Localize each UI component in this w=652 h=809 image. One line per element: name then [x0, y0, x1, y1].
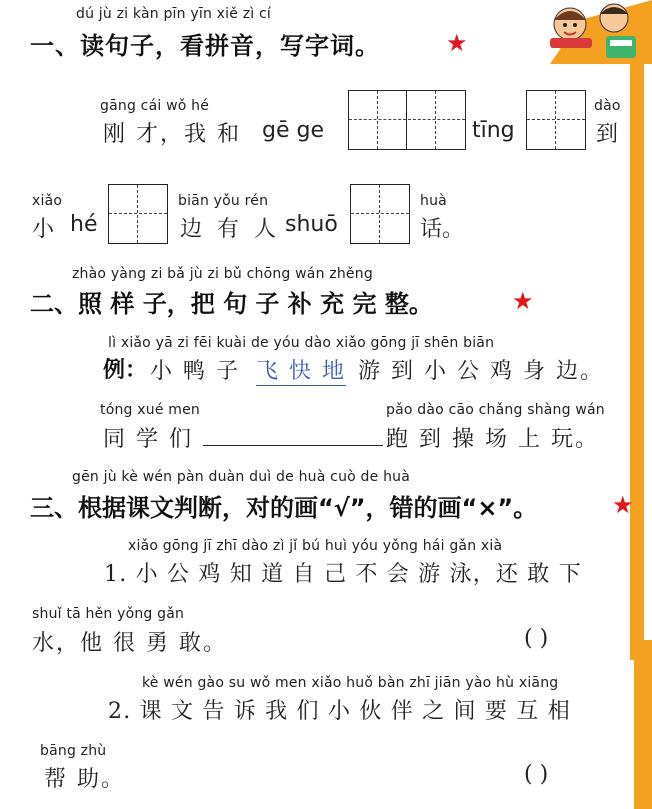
q1-star-icon: ★ — [446, 29, 468, 57]
q3-item2-answer-paren[interactable]: ( ) — [524, 762, 549, 787]
q2-example-pinyin: lì xiǎo yā zi fēi kuài de yóu dào xiǎo gōng jī shēn biān — [108, 335, 495, 351]
writing-grid-box-1[interactable] — [348, 90, 466, 150]
q3-item1-pinyin-2: shuǐ tā hěn yǒng gǎn — [32, 606, 185, 622]
cartoon-kids-illustration — [540, 0, 652, 64]
q1-line1-text-b: 到 — [596, 122, 619, 147]
q1-line2-latin-b: shuō — [285, 212, 338, 237]
writing-grid-box-3[interactable] — [108, 184, 168, 244]
writing-grid-box-4[interactable] — [350, 184, 410, 244]
q2-example-text-b: 游 到 小 公 鸡 身 边。 — [358, 359, 604, 384]
q2-title: 二、照 样 子，把 句 子 补 充 完 整。 — [30, 290, 433, 318]
q3-title: 三、根据课文判断，对的画“√”，错的画“×”。 — [30, 494, 538, 522]
q1-line1-latin-b: tīng — [472, 118, 515, 143]
q1-line2-text-a: 小 — [32, 217, 55, 242]
q3-item2-text-2: 帮 助。 — [44, 767, 125, 792]
q3-item2-pinyin-1: kè wén gào su wǒ men xiǎo huǒ bàn zhī jiān yào hù xiāng — [142, 675, 559, 691]
q2-example-label: 例： — [103, 358, 148, 383]
q2-item-pinyin-a: tóng xué men — [100, 402, 201, 418]
q2-answer-line[interactable] — [203, 445, 383, 446]
q3-item1-text-2: 水，他 很 勇 敢。 — [32, 631, 227, 656]
q3-star-icon: ★ — [612, 491, 634, 519]
writing-grid-box-2[interactable] — [526, 90, 586, 150]
q2-item-text-a: 同 学 们 — [103, 427, 193, 452]
q3-item2-text-1: 2. 课 文 告 诉 我 们 小 伙 伴 之 间 要 互 相 — [108, 699, 571, 724]
orange-side-border — [630, 60, 644, 660]
q1-line1-pinyin-b: dào — [594, 98, 621, 114]
q1-line2-text-c: 话。 — [420, 217, 465, 242]
q1-line2-pinyin-a: xiǎo — [32, 193, 63, 209]
q1-title: 一、读句子，看拼音，写字词。 — [30, 32, 380, 60]
q3-pinyin: gēn jù kè wén pàn duàn duì de huà cuò de huà — [72, 469, 411, 485]
q2-example-underlined: 飞 快 地 — [256, 354, 346, 386]
q2-star-icon: ★ — [512, 287, 534, 315]
q3-item1-answer-paren[interactable]: ( ) — [524, 626, 549, 651]
q2-item-pinyin-b: pǎo dào cāo chǎng shàng wán — [386, 402, 605, 418]
q1-line1-pinyin-a: gāng cái wǒ hé — [100, 98, 210, 114]
q3-item2-pinyin-2: bāng zhù — [40, 743, 107, 759]
q1-line2-pinyin-b: biān yǒu rén — [178, 193, 269, 209]
q3-item1-text-1: 1. 小 公 鸡 知 道 自 己 不 会 游 泳，还 敢 下 — [104, 562, 582, 587]
q1-line2-pinyin-c: huà — [420, 193, 447, 209]
q1-pinyin: dú jù zi kàn pīn yīn xiě zì cí — [76, 6, 271, 22]
q1-line1-latin-a: gē ge — [262, 118, 324, 143]
q3-item1-pinyin-1: xiǎo gōng jī zhī dào zì jǐ bú huì yóu yǒng hái gǎn xià — [128, 538, 503, 554]
q2-example-text-a: 小 鸭 子 — [150, 359, 240, 384]
orange-bottom-corner — [634, 640, 652, 809]
q1-line2-text-b: 边 有 人 — [180, 217, 280, 242]
q1-line1-text-a: 刚 才，我 和 — [103, 122, 241, 147]
q1-line2-latin-a: hé — [70, 212, 98, 237]
q2-item-text-b: 跑 到 操 场 上 玩。 — [386, 427, 599, 452]
q2-pinyin: zhào yàng zi bǎ jù zi bǔ chōng wán zhěng — [72, 266, 373, 282]
